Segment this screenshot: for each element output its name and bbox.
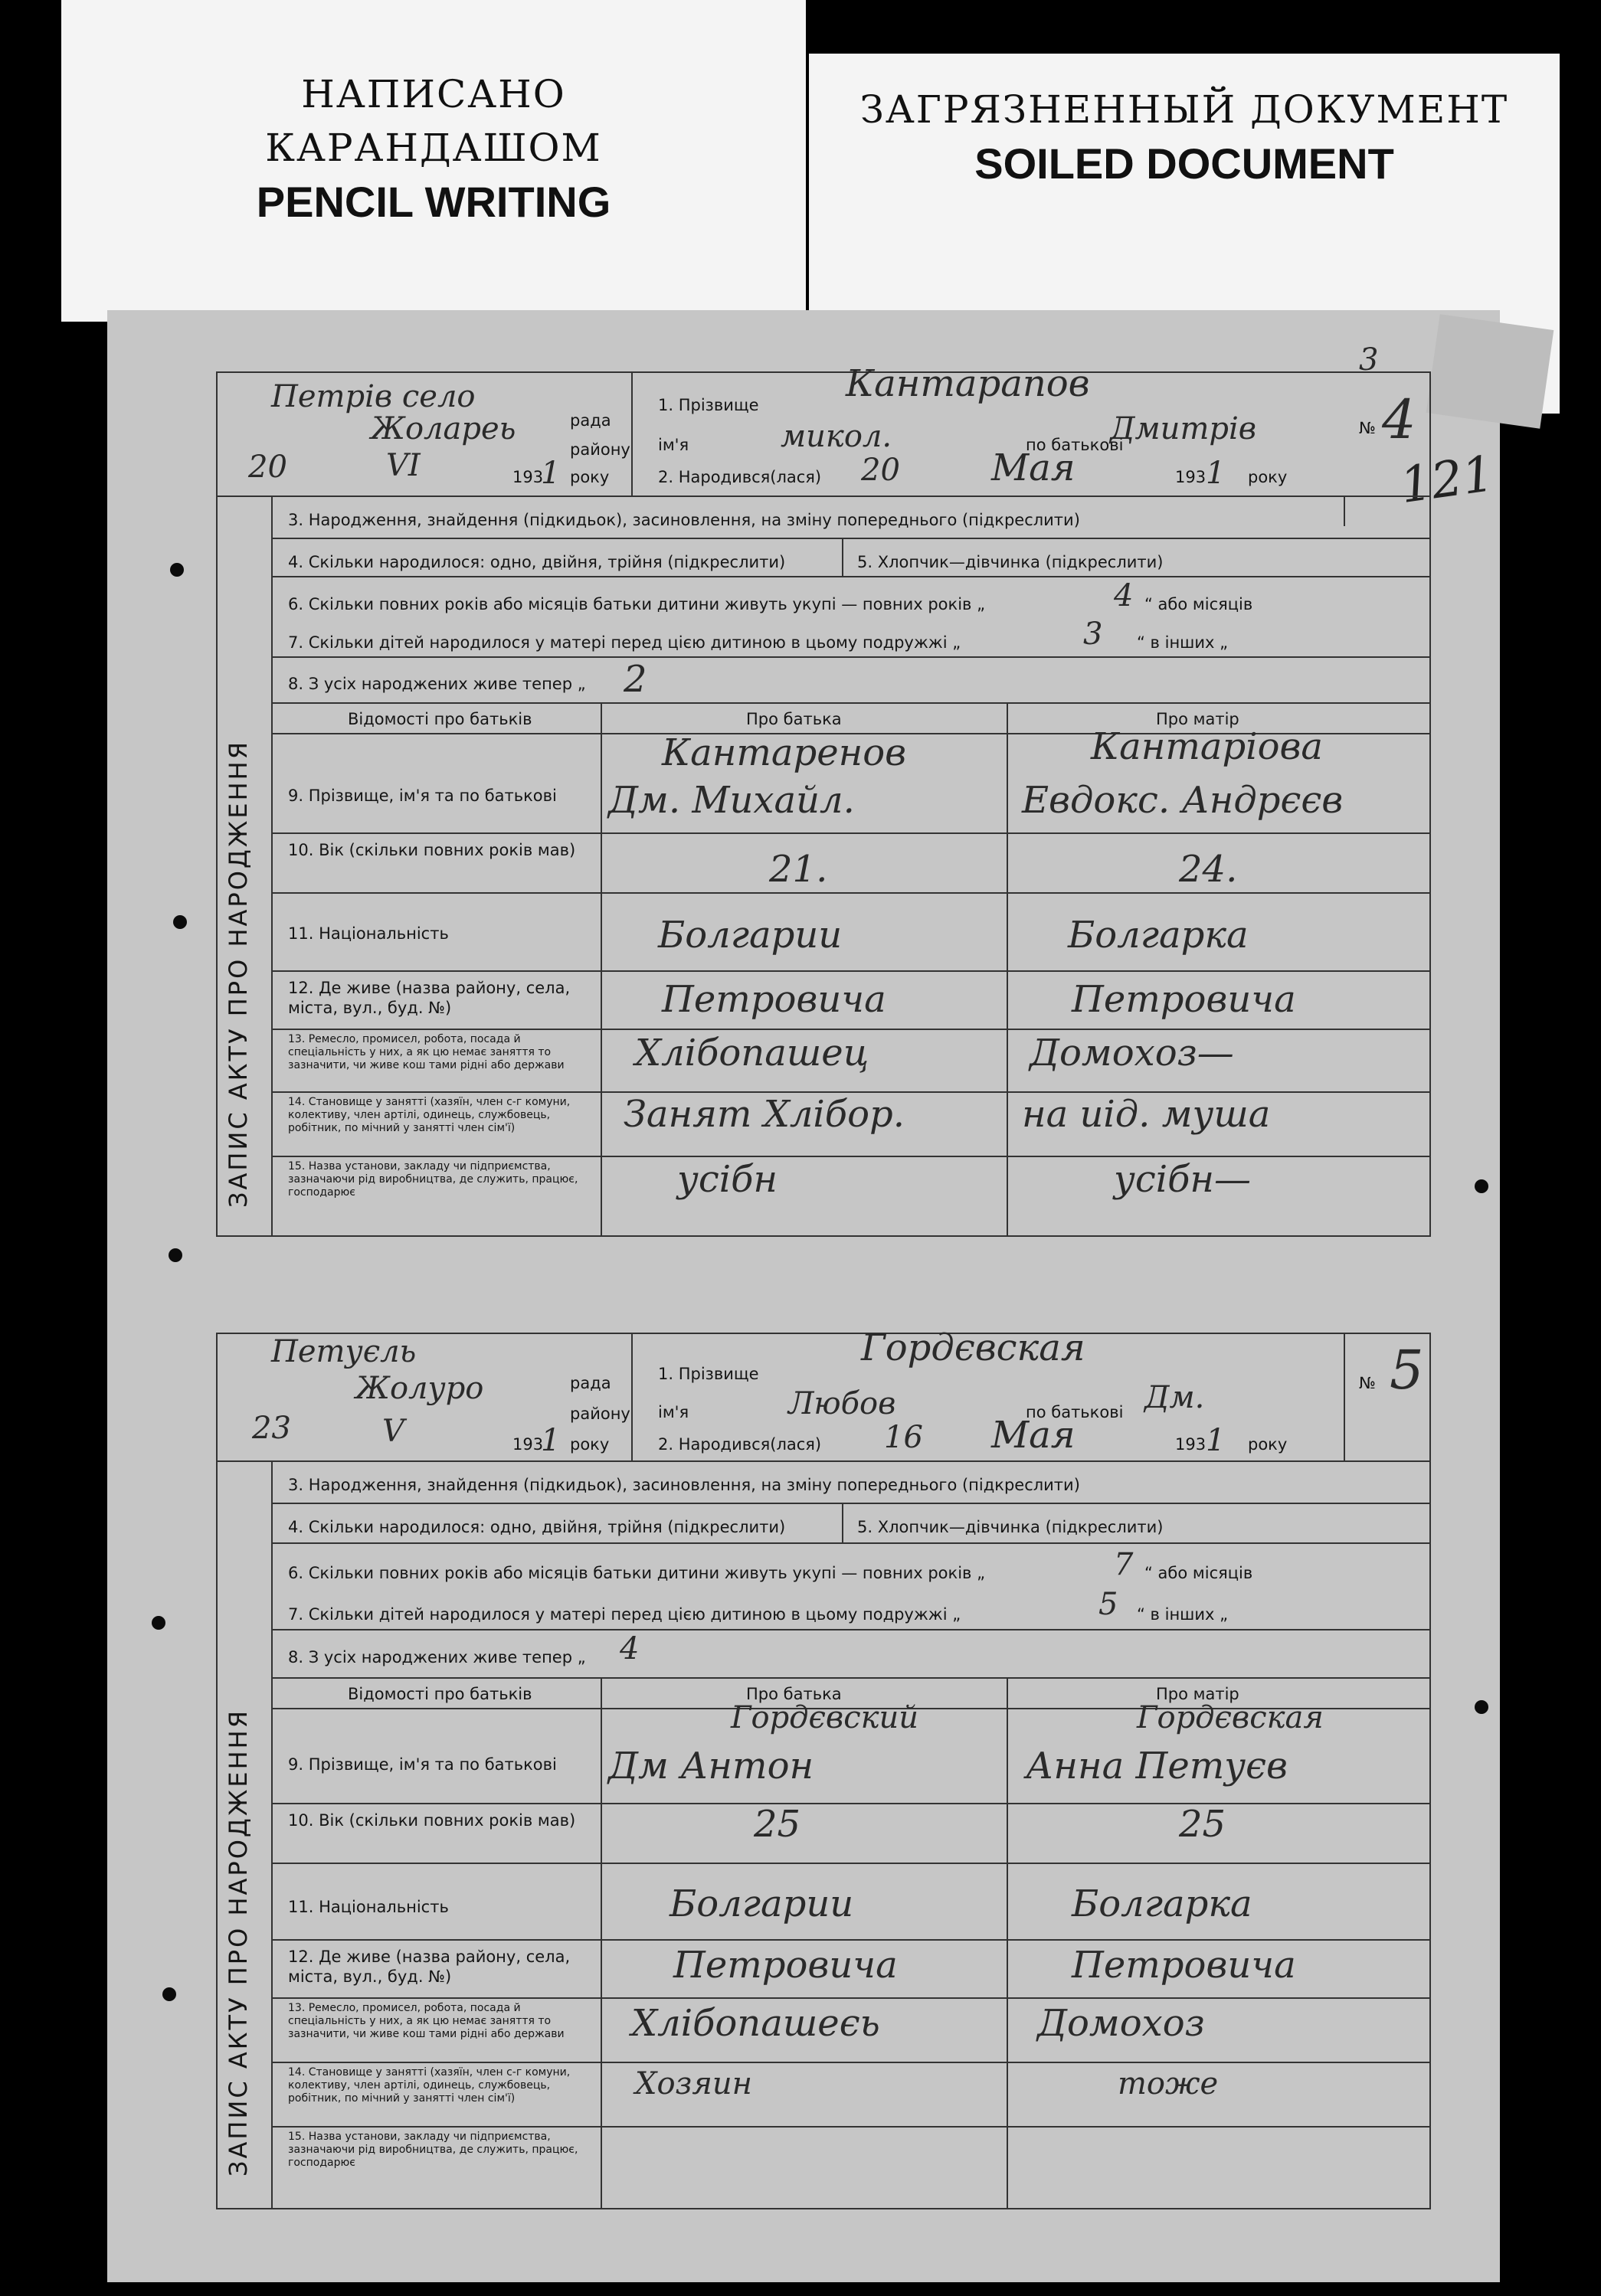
stamp-line: SOILED DOCUMENT xyxy=(974,139,1394,188)
mother-institution: усібн— xyxy=(1114,1158,1251,1201)
record-number: 4 xyxy=(1382,388,1416,451)
reg-day: 23 xyxy=(252,1411,291,1446)
binding-hole xyxy=(152,1616,165,1630)
vertical-title: ЗАПИС АКТУ ПРО НАРОДЖЕННЯ xyxy=(224,740,253,1208)
years-together: 7 xyxy=(1114,1547,1134,1582)
father-occupation: Хлібопашец xyxy=(635,1032,869,1074)
mother-status: тоже xyxy=(1118,2066,1219,2101)
father-surname: Кантаренов xyxy=(662,731,907,774)
birth-record: рада району 193 року Петуєль Жолуро 23 V 1 1. Прізвище ім'я по батькові 2. Народився(лася) 193 року № Гордєвская Любов Дм. 16 Мая 1 5 ЗАПИС АКТУ ПРО НАРОДЖЕННЯ 3. Народження, знайдення (підкидьок), засиновлення, на зміну попереднього (підкреслити) 4. Скільки народилося: одно, двійня, трійня (підкреслити) 5. Хлопчик—дівчинка (підкреслити) 6. Скільки повних років або місяців батьки дитини живуть укупі — повних років „ 7 “ або місяців 7. Скільки дітей народилося у матері перед цією дитиною в цьому подружжі „ 5 “ в інших „ 8. З усіх народжених живе тепер „ 4 Відомості про батьків Про батька Про матір 9. Прізвище, ім'я та по батькові Гордєвский Дм Антон Гордєвская Анна Петуєв 10. Вік (скільки повних років мав) 25 25 11. Національність Болгарии Болгарка 12. Де живе (назва району, села, міста, вул., буд. №) Петровича Петровича 13. Ремесло, промисел, робота, посада й спеціальність у них, а як цю немає заняття то зазначити, чи живе кош тами рідні або держави Хлібопашеєь Домохоз 14. Становище у занятті (хазяїн, член с-г комуни, колективу, член артілі, одинець, службовець, робітник, по мічний у занятті член сім'ї) Хозяин тоже 15. Назва установи, закладу чи підприємства, зазначаючи рід виробництва, де служить, працює, господарює xyxy=(216,1333,1431,2209)
birth-year: 1 xyxy=(1206,1423,1226,1458)
mother-residence: Петровича xyxy=(1072,978,1296,1021)
father-institution: усібн xyxy=(677,1158,778,1201)
mother-age: 25 xyxy=(1179,1803,1226,1846)
vertical-title: ЗАПИС АКТУ ПРО НАРОДЖЕННЯ xyxy=(224,1709,253,2177)
birth-record: рада району 193 року Петрів село Жолареь 20 VI 1 1. Прізвище ім'я по батькові 2. Народився(лася) 193 року № Кантарапов микол. Дмитрів 20 Мая 1 4 3 ЗАПИС АКТУ ПРО НАРОДЖЕННЯ 3. Народження, знайдення (підкидьок), засиновлення, на зміну попереднього (підкреслити) 4. Скільки народилося: одно, двійня, трійня (підкреслити) 5. Хлопчик—дівчинка (підкреслити) 6. Скільки повних років або місяців батьки дитини живуть укупі — повних років „ 4 “ або місяців 7. Скільки дітей народилося у матері перед цією дитиною в цьому подружжі „ 3 “ в інших „ 8. З усіх народжених живе тепер „ 2 Відомості про батьків Про батька Про матір 9. Прізвище, ім'я та по батькові Кантаренов Дм. Михайл. Кантаріова Евдокс. Андрєєв 10. Вік (скільки повних років мав) 21. 24. 11. Національність Болгарии Болгарка 12. Де живе (назва району, села, міста, вул., буд. №) Петровича Петровича 13. Ремесло, промисел, робота, посада й спеціальність у них, а як цю немає заняття то зазначити, чи живе кош тами рідні або держави Хлібопашец Домохоз— 14. Становище у занятті (хазяїн, член с-г комуни, колективу, член артілі, одинець, службовець, робітник, по мічний у занятті член сім'ї) Занят Хлібор. на иід. муша 15. Назва установи, закладу чи підприємства, зазначаючи рід виробництва, де служить, працює, господарює усібн усібн— xyxy=(216,371,1431,1237)
mother-surname: Гордєвская xyxy=(1137,1700,1324,1735)
binding-hole xyxy=(1475,1700,1488,1714)
father-names: Дм. Михайл. xyxy=(608,779,855,822)
mother-residence: Петровича xyxy=(1072,1944,1296,1987)
mother-nationality: Болгарка xyxy=(1072,1882,1252,1925)
first-name-value: микол. xyxy=(781,419,892,454)
children-before: 5 xyxy=(1098,1587,1118,1622)
binding-hole xyxy=(169,1248,182,1262)
father-age: 21. xyxy=(769,848,828,891)
father-surname: Гордєвский xyxy=(731,1700,919,1735)
stamp-line: НАПИСАНО xyxy=(301,72,566,116)
surname-value: Гордєвская xyxy=(861,1326,1085,1369)
raion-value: Жолареь xyxy=(371,411,516,446)
patronymic-value: Дмитрів xyxy=(1110,411,1257,446)
birth-day: 20 xyxy=(861,453,900,488)
rada-value: Петуєль xyxy=(271,1334,417,1369)
mother-age: 24. xyxy=(1179,848,1238,891)
pencil-writing-stamp xyxy=(61,0,806,322)
birth-day: 16 xyxy=(884,1420,923,1455)
binding-hole xyxy=(170,563,184,577)
father-nationality: Болгарии xyxy=(670,1882,854,1925)
reg-day: 20 xyxy=(248,450,287,485)
father-residence: Петровича xyxy=(673,1944,898,1987)
father-nationality: Болгарии xyxy=(658,914,843,957)
birth-month: Мая xyxy=(991,1414,1076,1457)
record-number-corrected: 3 xyxy=(1359,342,1379,378)
torn-corner xyxy=(1426,314,1554,429)
living-now: 2 xyxy=(624,658,647,701)
reg-month: VI xyxy=(386,448,421,483)
binding-hole xyxy=(173,915,187,929)
rada-value: Петрів село xyxy=(271,379,476,414)
mother-names: Анна Петуєв xyxy=(1026,1745,1288,1787)
father-occupation: Хлібопашеєь xyxy=(631,2002,880,2045)
stamp-line: КАРАНДАШОМ xyxy=(265,126,602,170)
record-number: 5 xyxy=(1390,1339,1424,1401)
reg-year: 1 xyxy=(541,1423,561,1458)
living-now: 4 xyxy=(620,1631,640,1666)
reg-year: 1 xyxy=(541,456,561,491)
birth-month: Мая xyxy=(991,446,1076,489)
first-name-value: Любов xyxy=(788,1386,896,1421)
father-age: 25 xyxy=(754,1803,801,1846)
binding-hole xyxy=(1475,1179,1488,1193)
mother-names: Евдокс. Андрєєв xyxy=(1022,779,1344,822)
stamp-line: PENCIL WRITING xyxy=(256,178,611,226)
mother-surname: Кантаріова xyxy=(1091,725,1324,768)
mother-occupation: Домохоз— xyxy=(1030,1032,1234,1074)
stamp-line: ЗАГРЯЗНЕННЫЙ ДОКУМЕНТ xyxy=(859,87,1509,132)
patronymic-value: Дм. xyxy=(1144,1380,1205,1415)
years-together: 4 xyxy=(1114,578,1134,613)
father-status: Занят Хлібор. xyxy=(624,1093,905,1136)
mother-occupation: Домохоз xyxy=(1037,2002,1205,2045)
birth-year: 1 xyxy=(1206,456,1226,491)
father-residence: Петровича xyxy=(662,978,886,1021)
page-number: 121 xyxy=(1396,445,1498,515)
surname-value: Кантарапов xyxy=(846,362,1090,405)
father-names: Дм Антон xyxy=(608,1745,814,1787)
mother-nationality: Болгарка xyxy=(1068,914,1249,957)
children-before: 3 xyxy=(1083,617,1103,652)
binding-hole xyxy=(162,1987,176,2001)
father-status: Хозяин xyxy=(635,2066,752,2101)
mother-status: на иід. муша xyxy=(1022,1093,1271,1136)
raion-value: Жолуро xyxy=(355,1371,484,1406)
reg-month: V xyxy=(382,1414,404,1449)
